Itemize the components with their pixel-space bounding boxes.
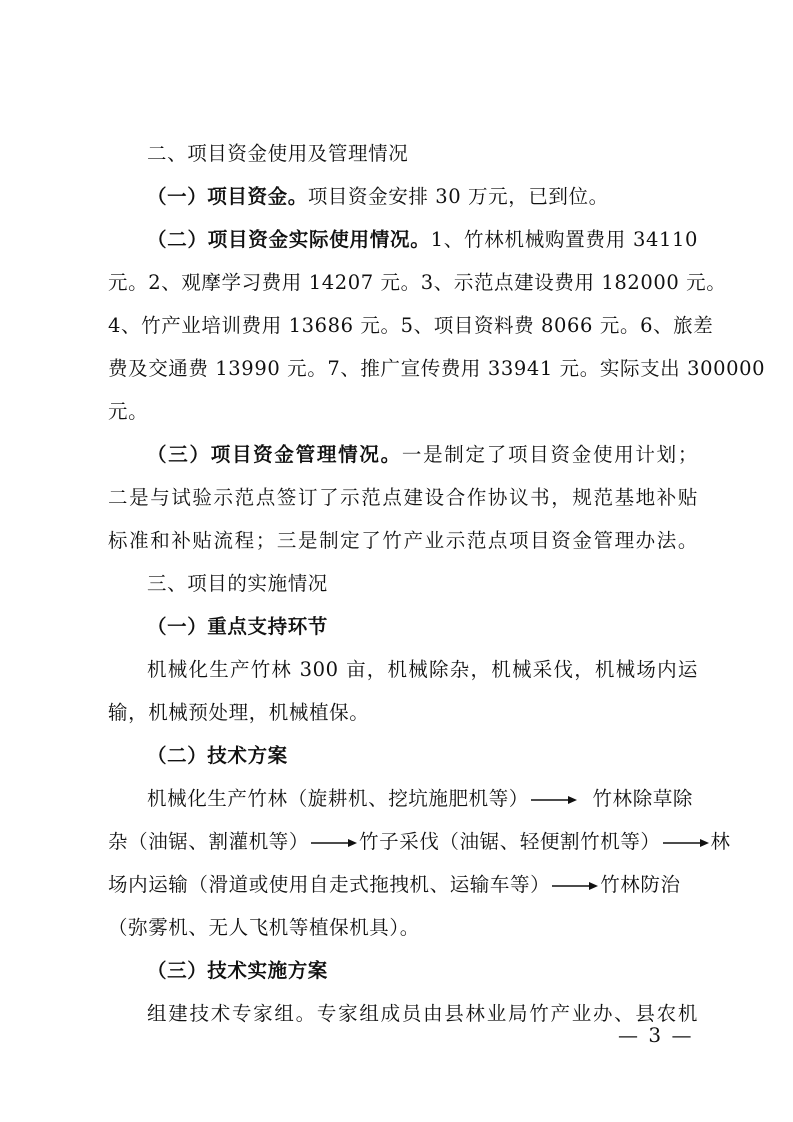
management-heading: （三）项目资金管理情况。 (147, 443, 402, 466)
management-text: 一是制定了项目资金使用计划； (401, 443, 698, 466)
usage-heading: （二）项目资金实际使用情况。 (147, 228, 431, 251)
section-3-heading: 三、项目的实施情况 (147, 572, 328, 595)
funds-heading: （一）项目资金。 (147, 185, 308, 208)
step-transport-end: 场内运输（滑道或使用自走式拖拽机、运输车等） (108, 873, 551, 896)
paragraph-management-line-1 (147, 442, 698, 468)
paragraph-management-line-2: 二是与试验示范点签订了示范点建设合作协议书，规范基地补贴 (108, 486, 698, 509)
paragraph-usage-line-2: 元。2、观摩学习费用 14207 元。3、示范点建设费用 182000 元。 (108, 271, 727, 294)
step-protection: 竹林防治 (600, 873, 681, 896)
tech-plan-line-4: （弥雾机、无人飞机等植保机具）。 (108, 916, 420, 939)
tech-plan-line-3 (108, 872, 698, 898)
tech-plan-heading: （二）技术方案 (147, 744, 288, 767)
paragraph-usage-line-5: 元。 (108, 400, 149, 423)
paragraph-usage-line-4: 费及交通费 13990 元。7、推广宣传费用 33941 元。实际支出 300000 (108, 357, 766, 380)
paragraph-usage-line-3: 4、竹产业培训费用 13686 元。5、项目资料费 8066 元。6、旅差 (108, 314, 714, 337)
step-planting: 机械化生产竹林（旋耕机、挖坑施肥机等） (147, 787, 529, 810)
step-transport-start: 林 (710, 830, 731, 853)
tech-implementation-heading: （三）技术实施方案 (147, 959, 328, 982)
key-support-heading: （一）重点支持环节 (147, 615, 328, 638)
paragraph-funds (147, 184, 698, 210)
page-number: — 3 — (618, 1023, 694, 1047)
flow-arrow-icon (663, 837, 709, 849)
tech-implementation-line-1: 组建技术专家组。专家组成员由县林业局竹产业办、县农机 (147, 1002, 698, 1025)
tech-plan-line-1 (147, 786, 698, 812)
flow-arrow-icon (311, 837, 357, 849)
funds-body: 项目资金安排 30 万元，已到位。 (307, 185, 609, 208)
key-support-line-2: 输，机械预处理，机械植保。 (108, 701, 370, 724)
step-harvest: 竹子采伐（油锯、轻便割竹机等） (359, 830, 661, 853)
flow-arrow-icon (552, 880, 598, 892)
flow-arrow-icon (531, 794, 577, 806)
key-support-line-1: 机械化生产竹林 300 亩，机械除杂，机械采伐，机械场内运 (147, 658, 698, 681)
tech-plan-line-2 (108, 829, 731, 855)
paragraph-usage-line-1 (147, 227, 698, 253)
usage-text: 1、竹林机械购置费用 34110 (430, 228, 698, 251)
section-2-heading: 二、项目资金使用及管理情况 (147, 142, 409, 165)
step-weeding-start: 竹林除草除 (592, 787, 694, 810)
paragraph-management-line-3: 标准和补贴流程；三是制定了竹产业示范点项目资金管理办法。 (108, 529, 698, 552)
step-weeding-end: 杂（油锯、割灌机等） (108, 830, 310, 853)
